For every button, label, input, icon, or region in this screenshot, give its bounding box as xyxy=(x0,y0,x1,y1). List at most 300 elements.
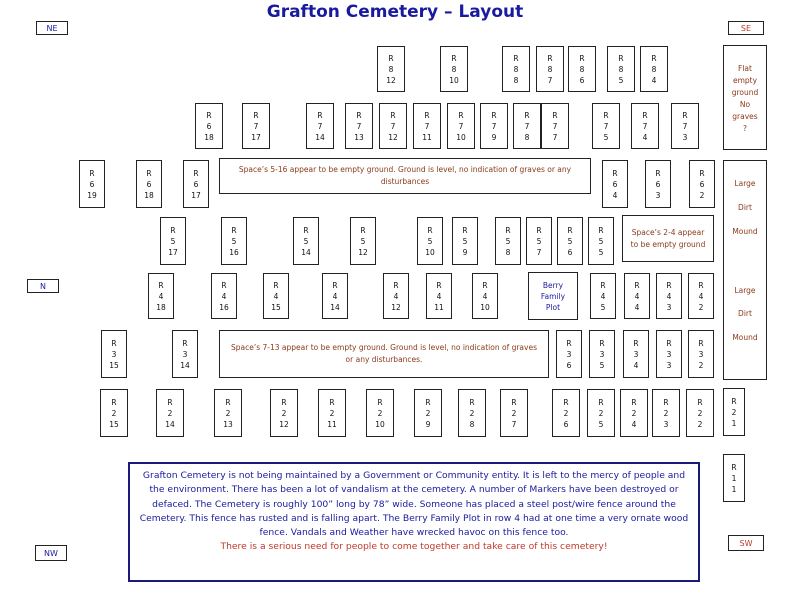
plot-label-line: 7 xyxy=(603,121,609,131)
plot-label-line: R xyxy=(427,225,433,235)
plot-label-line: 17 xyxy=(251,132,261,142)
plot-label-line: 8 xyxy=(469,419,475,429)
plot-label-line: R xyxy=(491,110,497,120)
plot-label-line: 6 xyxy=(579,75,585,85)
plot-label-line: R xyxy=(567,225,573,235)
grave-plot-r2-9 xyxy=(414,389,442,437)
plot-label-line: 15 xyxy=(271,302,281,312)
plot-label-line: R xyxy=(393,280,399,290)
grave-plot-r5-7 xyxy=(526,217,552,265)
plot-label-line: R xyxy=(600,280,606,290)
plot-label-line: 10 xyxy=(425,247,435,257)
mound-a-line-3: Mound xyxy=(732,227,758,236)
plot-label-line: R xyxy=(579,53,585,63)
plot-label-line: 4 xyxy=(666,291,672,301)
grave-plot-r5-8 xyxy=(495,217,521,265)
grave-plot-r4-12 xyxy=(383,273,409,319)
plot-label-line: 5 xyxy=(600,302,606,312)
plot-label-line: 5 xyxy=(170,236,176,246)
grave-plot-r7-14 xyxy=(306,103,334,149)
plot-label-line: 5 xyxy=(598,419,604,429)
grave-plot-r8-7 xyxy=(536,46,564,92)
plot-label-line: 7 xyxy=(317,121,323,131)
plot-label-line: R xyxy=(360,225,366,235)
grave-plot-r8-12 xyxy=(377,46,405,92)
flat-line-4: No xyxy=(739,100,751,109)
plot-label-line: R xyxy=(469,397,475,407)
plot-label-line: 1 xyxy=(731,473,737,483)
plot-label-line: 5 xyxy=(618,75,624,85)
mound-b-line-2: Dirt xyxy=(738,309,752,318)
grave-plot-r7-5 xyxy=(592,103,620,149)
plot-label-line: 7 xyxy=(511,419,517,429)
grave-plot-r4-3 xyxy=(656,273,682,319)
plot-label-line: R xyxy=(158,280,164,290)
info-panel xyxy=(128,462,700,582)
plot-label-line: 5 xyxy=(536,236,542,246)
plot-label-line: 4 xyxy=(332,291,338,301)
plot-label-line: 3 xyxy=(698,349,704,359)
plot-label-line: 17 xyxy=(168,247,178,257)
grave-plot-r5-16 xyxy=(221,217,247,265)
plot-label-line: R xyxy=(666,280,672,290)
grave-plot-r5-12 xyxy=(350,217,376,265)
plot-label-line: R xyxy=(698,338,704,348)
grave-plot-r4-2 xyxy=(688,273,714,319)
page-title: Grafton Cemetery – Layout xyxy=(266,2,524,22)
plot-label-line: 3 xyxy=(111,349,117,359)
plot-label-line: 8 xyxy=(618,64,624,74)
berry-line-2: Family xyxy=(540,291,566,301)
flat-line-1: Flat xyxy=(738,64,752,73)
grave-plot-r7-13 xyxy=(345,103,373,149)
grave-plot-r6-18 xyxy=(136,160,162,208)
plot-label-line: 1 xyxy=(731,484,737,494)
grave-plot-r2-2 xyxy=(686,389,714,437)
compass-sw: SW xyxy=(728,535,764,551)
grave-plot-r8-5 xyxy=(607,46,635,92)
grave-plot-r6-2 xyxy=(689,160,715,208)
plot-label-line: 5 xyxy=(598,236,604,246)
grave-plot-r5-10 xyxy=(417,217,443,265)
plot-label-line: 3 xyxy=(666,302,672,312)
plot-label-line: 4 xyxy=(634,302,640,312)
plot-label-line: 4 xyxy=(158,291,164,301)
plot-label-line: R xyxy=(699,168,705,178)
plot-label-line: 6 xyxy=(566,360,572,370)
info-text: Grafton Cemetery is not being maintained by a Government or Community entity. It is left to the mercy of people and the environment. There has been a lot of vandalism at the cemetery. A number of Markers have been destroyed or defaced. The Cemetery is roughly 100” long by 78” wide. Someone has placed a steel post/wire fence around the Cemetery. This fence has rusted and is falling apart. The Berry Family Plot in row 4 had at one time a very ornate wood fence. Vandals and Weather have wrecked havoc on this fence too. xyxy=(139,470,689,539)
grave-plot-r3-4 xyxy=(623,330,649,378)
grave-plot-r2-12 xyxy=(270,389,298,437)
plot-label-line: R xyxy=(356,110,362,120)
plot-label-line: 15 xyxy=(109,419,119,429)
plot-label-line: 5 xyxy=(360,236,366,246)
grave-plot-r7-8 xyxy=(513,103,541,149)
plot-label-line: 4 xyxy=(600,291,606,301)
grave-plot-r8-8 xyxy=(502,46,530,92)
plot-label-line: 16 xyxy=(229,247,239,257)
plot-label-line: 6 xyxy=(699,179,705,189)
grave-plot-r8-6 xyxy=(568,46,596,92)
plot-label-line: 8 xyxy=(451,64,457,74)
grave-plot-r3-5 xyxy=(589,330,615,378)
flat-empty-ground-box xyxy=(723,45,767,150)
plot-label-line: R xyxy=(482,280,488,290)
plot-label-line: 5 xyxy=(462,236,468,246)
plot-label-line: 7 xyxy=(536,247,542,257)
plot-label-line: R xyxy=(273,280,279,290)
plot-label-line: 3 xyxy=(655,190,661,200)
plot-label-line: 6 xyxy=(612,179,618,189)
plot-label-line: R xyxy=(329,397,335,407)
grave-plot-r7-3 xyxy=(671,103,699,149)
grave-plot-r2-7 xyxy=(500,389,528,437)
plot-label-line: R xyxy=(603,110,609,120)
plot-label-line: 11 xyxy=(434,302,444,312)
grave-plot-r6-19 xyxy=(79,160,105,208)
plot-label-line: 6 xyxy=(146,179,152,189)
plot-label-line: R xyxy=(505,225,511,235)
grave-plot-r5-9 xyxy=(452,217,478,265)
plot-label-line: R xyxy=(167,397,173,407)
plot-label-line: 2 xyxy=(377,408,383,418)
plot-label-line: R xyxy=(513,53,519,63)
plot-label-line: R xyxy=(332,280,338,290)
plot-label-line: R xyxy=(458,110,464,120)
plot-label-line: R xyxy=(231,225,237,235)
plot-label-line: R xyxy=(221,280,227,290)
plot-label-line: 4 xyxy=(612,190,618,200)
plot-label-line: 4 xyxy=(393,291,399,301)
compass-nw: NW xyxy=(35,545,67,561)
plot-label-line: 5 xyxy=(231,236,237,246)
plot-label-line: R xyxy=(633,338,639,348)
grave-plot-r7-4 xyxy=(631,103,659,149)
plot-label-line: 9 xyxy=(462,247,468,257)
plot-label-line: 7 xyxy=(491,121,497,131)
plot-label-line: 13 xyxy=(354,132,364,142)
plot-label-line: R xyxy=(663,397,669,407)
grave-plot-r7-12 xyxy=(379,103,407,149)
plot-label-line: R xyxy=(193,168,199,178)
plot-label-line: 2 xyxy=(598,408,604,418)
plot-label-line: R xyxy=(642,110,648,120)
plot-label-line: 14 xyxy=(165,419,175,429)
grave-plot-r2-13 xyxy=(214,389,242,437)
plot-label-line: 6 xyxy=(206,121,212,131)
grave-plot-r4-15 xyxy=(263,273,289,319)
plot-label-line: R xyxy=(89,168,95,178)
plot-label-line: 8 xyxy=(513,64,519,74)
plot-label-line: R xyxy=(666,338,672,348)
plot-label-line: 2 xyxy=(281,408,287,418)
plot-label-line: 3 xyxy=(663,419,669,429)
plot-label-line: 4 xyxy=(482,291,488,301)
plot-label-line: 2 xyxy=(469,408,475,418)
plot-label-line: R xyxy=(377,397,383,407)
plot-label-line: 4 xyxy=(642,132,648,142)
plot-label-line: 2 xyxy=(511,408,517,418)
berry-line-3: Plot xyxy=(545,302,561,312)
berry-line-1: Berry xyxy=(542,280,564,290)
plot-label-line: 12 xyxy=(391,302,401,312)
plot-label-line: R xyxy=(146,168,152,178)
grave-plot-r2-14 xyxy=(156,389,184,437)
plot-label-line: 2 xyxy=(731,407,737,417)
plot-label-line: 2 xyxy=(167,408,173,418)
grave-plot-r2-8 xyxy=(458,389,486,437)
plot-label-line: R xyxy=(599,338,605,348)
grave-plot-r5-6 xyxy=(557,217,583,265)
plot-label-line: R xyxy=(618,53,624,63)
plot-label-line: 14 xyxy=(180,360,190,370)
plot-label-line: 12 xyxy=(388,132,398,142)
plot-label-line: R xyxy=(731,462,737,472)
plot-label-line: 3 xyxy=(633,349,639,359)
plot-label-line: 1 xyxy=(731,418,737,428)
grave-plot-r4-14 xyxy=(322,273,348,319)
plot-label-line: 2 xyxy=(425,408,431,418)
plot-label-line: 2 xyxy=(698,360,704,370)
plot-label-line: 3 xyxy=(566,349,572,359)
plot-label-line: R xyxy=(511,397,517,407)
plot-label-line: 8 xyxy=(547,64,553,74)
plot-label-line: 8 xyxy=(388,64,394,74)
plot-label-line: R xyxy=(536,225,542,235)
plot-label-line: 10 xyxy=(375,419,385,429)
plot-label-line: R xyxy=(436,280,442,290)
grave-plot-r2-6 xyxy=(552,389,580,437)
grave-plot-r2-5 xyxy=(587,389,615,437)
plot-label-line: 9 xyxy=(491,132,497,142)
plot-label-line: 2 xyxy=(111,408,117,418)
plot-label-line: 15 xyxy=(109,360,119,370)
plot-label-line: 2 xyxy=(697,419,703,429)
plot-label-line: 12 xyxy=(279,419,289,429)
plot-label-line: 2 xyxy=(563,408,569,418)
plot-label-line: 4 xyxy=(634,291,640,301)
plot-label-line: R xyxy=(598,397,604,407)
plot-label-line: 10 xyxy=(456,132,466,142)
grave-plot-r4-10 xyxy=(472,273,498,319)
plot-label-line: 4 xyxy=(651,75,657,85)
berry-family-plot xyxy=(528,272,578,320)
plot-label-line: R xyxy=(111,338,117,348)
plot-label-line: 5 xyxy=(599,360,605,370)
grave-plot-r7-10 xyxy=(447,103,475,149)
plot-label-line: 11 xyxy=(327,419,337,429)
plot-label-line: R xyxy=(281,397,287,407)
grave-plot-r7-9 xyxy=(480,103,508,149)
grave-plot-r6-18 xyxy=(195,103,223,149)
grave-plot-r5-14 xyxy=(293,217,319,265)
row6-empty-note: Space’s 5-16 appear to be empty ground. Ground is level, no indication of graves or any disturbances xyxy=(219,158,591,194)
plot-label-line: 7 xyxy=(390,121,396,131)
grave-plot-r6-17 xyxy=(183,160,209,208)
grave-plot-r2-3 xyxy=(652,389,680,437)
plot-label-line: R xyxy=(612,168,618,178)
plot-label-line: 5 xyxy=(603,132,609,142)
compass-n: N xyxy=(27,279,59,293)
plot-label-line: 8 xyxy=(505,247,511,257)
large-dirt-mound-box xyxy=(723,160,767,380)
plot-label-line: 4 xyxy=(436,291,442,301)
plot-label-line: 17 xyxy=(191,190,201,200)
grave-plot-r6-3 xyxy=(645,160,671,208)
plot-label-line: R xyxy=(552,110,558,120)
plot-label-line: 6 xyxy=(193,179,199,189)
plot-label-line: R xyxy=(563,397,569,407)
plot-label-line: R xyxy=(698,280,704,290)
grave-plot-r4-18 xyxy=(148,273,174,319)
plot-label-line: 3 xyxy=(599,349,605,359)
plot-label-line: 2 xyxy=(225,408,231,418)
plot-label-line: R xyxy=(697,397,703,407)
plot-label-line: 8 xyxy=(651,64,657,74)
plot-label-line: 7 xyxy=(356,121,362,131)
plot-label-line: R xyxy=(225,397,231,407)
grave-plot-r2-15 xyxy=(100,389,128,437)
plot-label-line: R xyxy=(317,110,323,120)
plot-label-line: 18 xyxy=(156,302,166,312)
grave-plot-r7-17 xyxy=(242,103,270,149)
plot-label-line: 4 xyxy=(633,360,639,370)
plot-label-line: R xyxy=(651,53,657,63)
plot-label-line: 7 xyxy=(424,121,430,131)
grave-plot-r5-5 xyxy=(588,217,614,265)
grave-plot-r7-7 xyxy=(541,103,569,149)
plot-label-line: R xyxy=(390,110,396,120)
grave-plot-r4-11 xyxy=(426,273,452,319)
grave-plot-r3-6 xyxy=(556,330,582,378)
grave-plot-r8-4 xyxy=(640,46,668,92)
plot-label-line: 10 xyxy=(449,75,459,85)
flat-line-3: ground xyxy=(731,88,759,97)
grave-plot-r8-10 xyxy=(440,46,468,92)
plot-label-line: 16 xyxy=(219,302,229,312)
plot-label-line: R xyxy=(547,53,553,63)
plot-label-line: 11 xyxy=(422,132,432,142)
plot-label-line: 6 xyxy=(567,247,573,257)
plot-label-line: 3 xyxy=(666,349,672,359)
plot-label-line: 8 xyxy=(524,132,530,142)
plot-label-line: R xyxy=(388,53,394,63)
compass-ne: NE xyxy=(36,21,68,35)
plot-label-line: 4 xyxy=(631,419,637,429)
plot-label-line: 6 xyxy=(89,179,95,189)
plot-label-line: 19 xyxy=(87,190,97,200)
plot-label-line: 4 xyxy=(273,291,279,301)
info-warning: There is a serious need for people to come together and take care of this cemetery! xyxy=(220,541,608,553)
mound-b-line-3: Mound xyxy=(732,333,758,342)
plot-label-line: 5 xyxy=(567,236,573,246)
plot-label-line: R xyxy=(303,225,309,235)
plot-label-line: R xyxy=(253,110,259,120)
plot-label-line: 2 xyxy=(329,408,335,418)
plot-label-line: 12 xyxy=(358,247,368,257)
plot-label-line: R xyxy=(462,225,468,235)
plot-label-line: 18 xyxy=(144,190,154,200)
grave-plot-r4-5 xyxy=(590,273,616,319)
plot-label-line: 8 xyxy=(579,64,585,74)
plot-label-line: 2 xyxy=(631,408,637,418)
plot-label-line: R xyxy=(524,110,530,120)
grave-plot-r4-16 xyxy=(211,273,237,319)
grave-plot-r2-4 xyxy=(620,389,648,437)
plot-label-line: R xyxy=(634,280,640,290)
plot-label-line: 2 xyxy=(698,302,704,312)
plot-label-line: R xyxy=(425,397,431,407)
plot-label-line: 7 xyxy=(552,132,558,142)
mound-a-line-1: Large xyxy=(734,179,756,188)
plot-label-line: 7 xyxy=(524,121,530,131)
plot-label-line: 8 xyxy=(513,75,519,85)
plot-label-line: 7 xyxy=(547,75,553,85)
grave-plot-r3-3 xyxy=(656,330,682,378)
plot-label-line: 14 xyxy=(330,302,340,312)
plot-label-line: 14 xyxy=(301,247,311,257)
plot-label-line: 9 xyxy=(425,419,431,429)
plot-label-line: 4 xyxy=(221,291,227,301)
plot-label-line: R xyxy=(631,397,637,407)
grave-plot-r2-10 xyxy=(366,389,394,437)
plot-label-line: 7 xyxy=(458,121,464,131)
flat-line-2: empty xyxy=(732,76,758,85)
mound-a-line-2: Dirt xyxy=(738,203,752,212)
plot-label-line: 6 xyxy=(655,179,661,189)
plot-label-line: 18 xyxy=(204,132,214,142)
mound-b-line-1: Large xyxy=(734,286,756,295)
plot-label-line: 7 xyxy=(253,121,259,131)
plot-label-line: 10 xyxy=(480,302,490,312)
plot-label-line: R xyxy=(598,225,604,235)
plot-label-line: 7 xyxy=(642,121,648,131)
grave-plot-r3-15 xyxy=(101,330,127,378)
plot-label-line: 5 xyxy=(505,236,511,246)
compass-se: SE xyxy=(728,21,764,35)
plot-label-line: R xyxy=(182,338,188,348)
plot-label-line: R xyxy=(424,110,430,120)
plot-label-line: 2 xyxy=(663,408,669,418)
grave-plot-r1-1 xyxy=(723,454,745,502)
plot-label-line: 3 xyxy=(682,132,688,142)
grave-plot-r3-2 xyxy=(688,330,714,378)
plot-label-line: R xyxy=(566,338,572,348)
plot-label-line: R xyxy=(682,110,688,120)
plot-label-line: 7 xyxy=(682,121,688,131)
plot-label-line: 3 xyxy=(666,360,672,370)
grave-plot-r2-11 xyxy=(318,389,346,437)
plot-label-line: 13 xyxy=(223,419,233,429)
plot-label-line: 14 xyxy=(315,132,325,142)
grave-plot-r4-4 xyxy=(624,273,650,319)
plot-label-line: 2 xyxy=(699,190,705,200)
row5-empty-note: Space’s 2-4 appear to be empty ground xyxy=(622,215,714,262)
plot-label-line: R xyxy=(731,396,737,406)
plot-label-line: 6 xyxy=(563,419,569,429)
plot-label-line: R xyxy=(206,110,212,120)
plot-label-line: R xyxy=(655,168,661,178)
plot-label-line: R xyxy=(451,53,457,63)
flat-line-5: graves xyxy=(732,112,758,121)
plot-label-line: R xyxy=(111,397,117,407)
plot-label-line: R xyxy=(170,225,176,235)
grave-plot-r7-11 xyxy=(413,103,441,149)
plot-label-line: 5 xyxy=(598,247,604,257)
row3-empty-note: Space’s 7-13 appear to be empty ground. Ground is level, no indication of graves or any disturbances. xyxy=(219,330,549,378)
grave-plot-r3-14 xyxy=(172,330,198,378)
plot-label-line: 12 xyxy=(386,75,396,85)
